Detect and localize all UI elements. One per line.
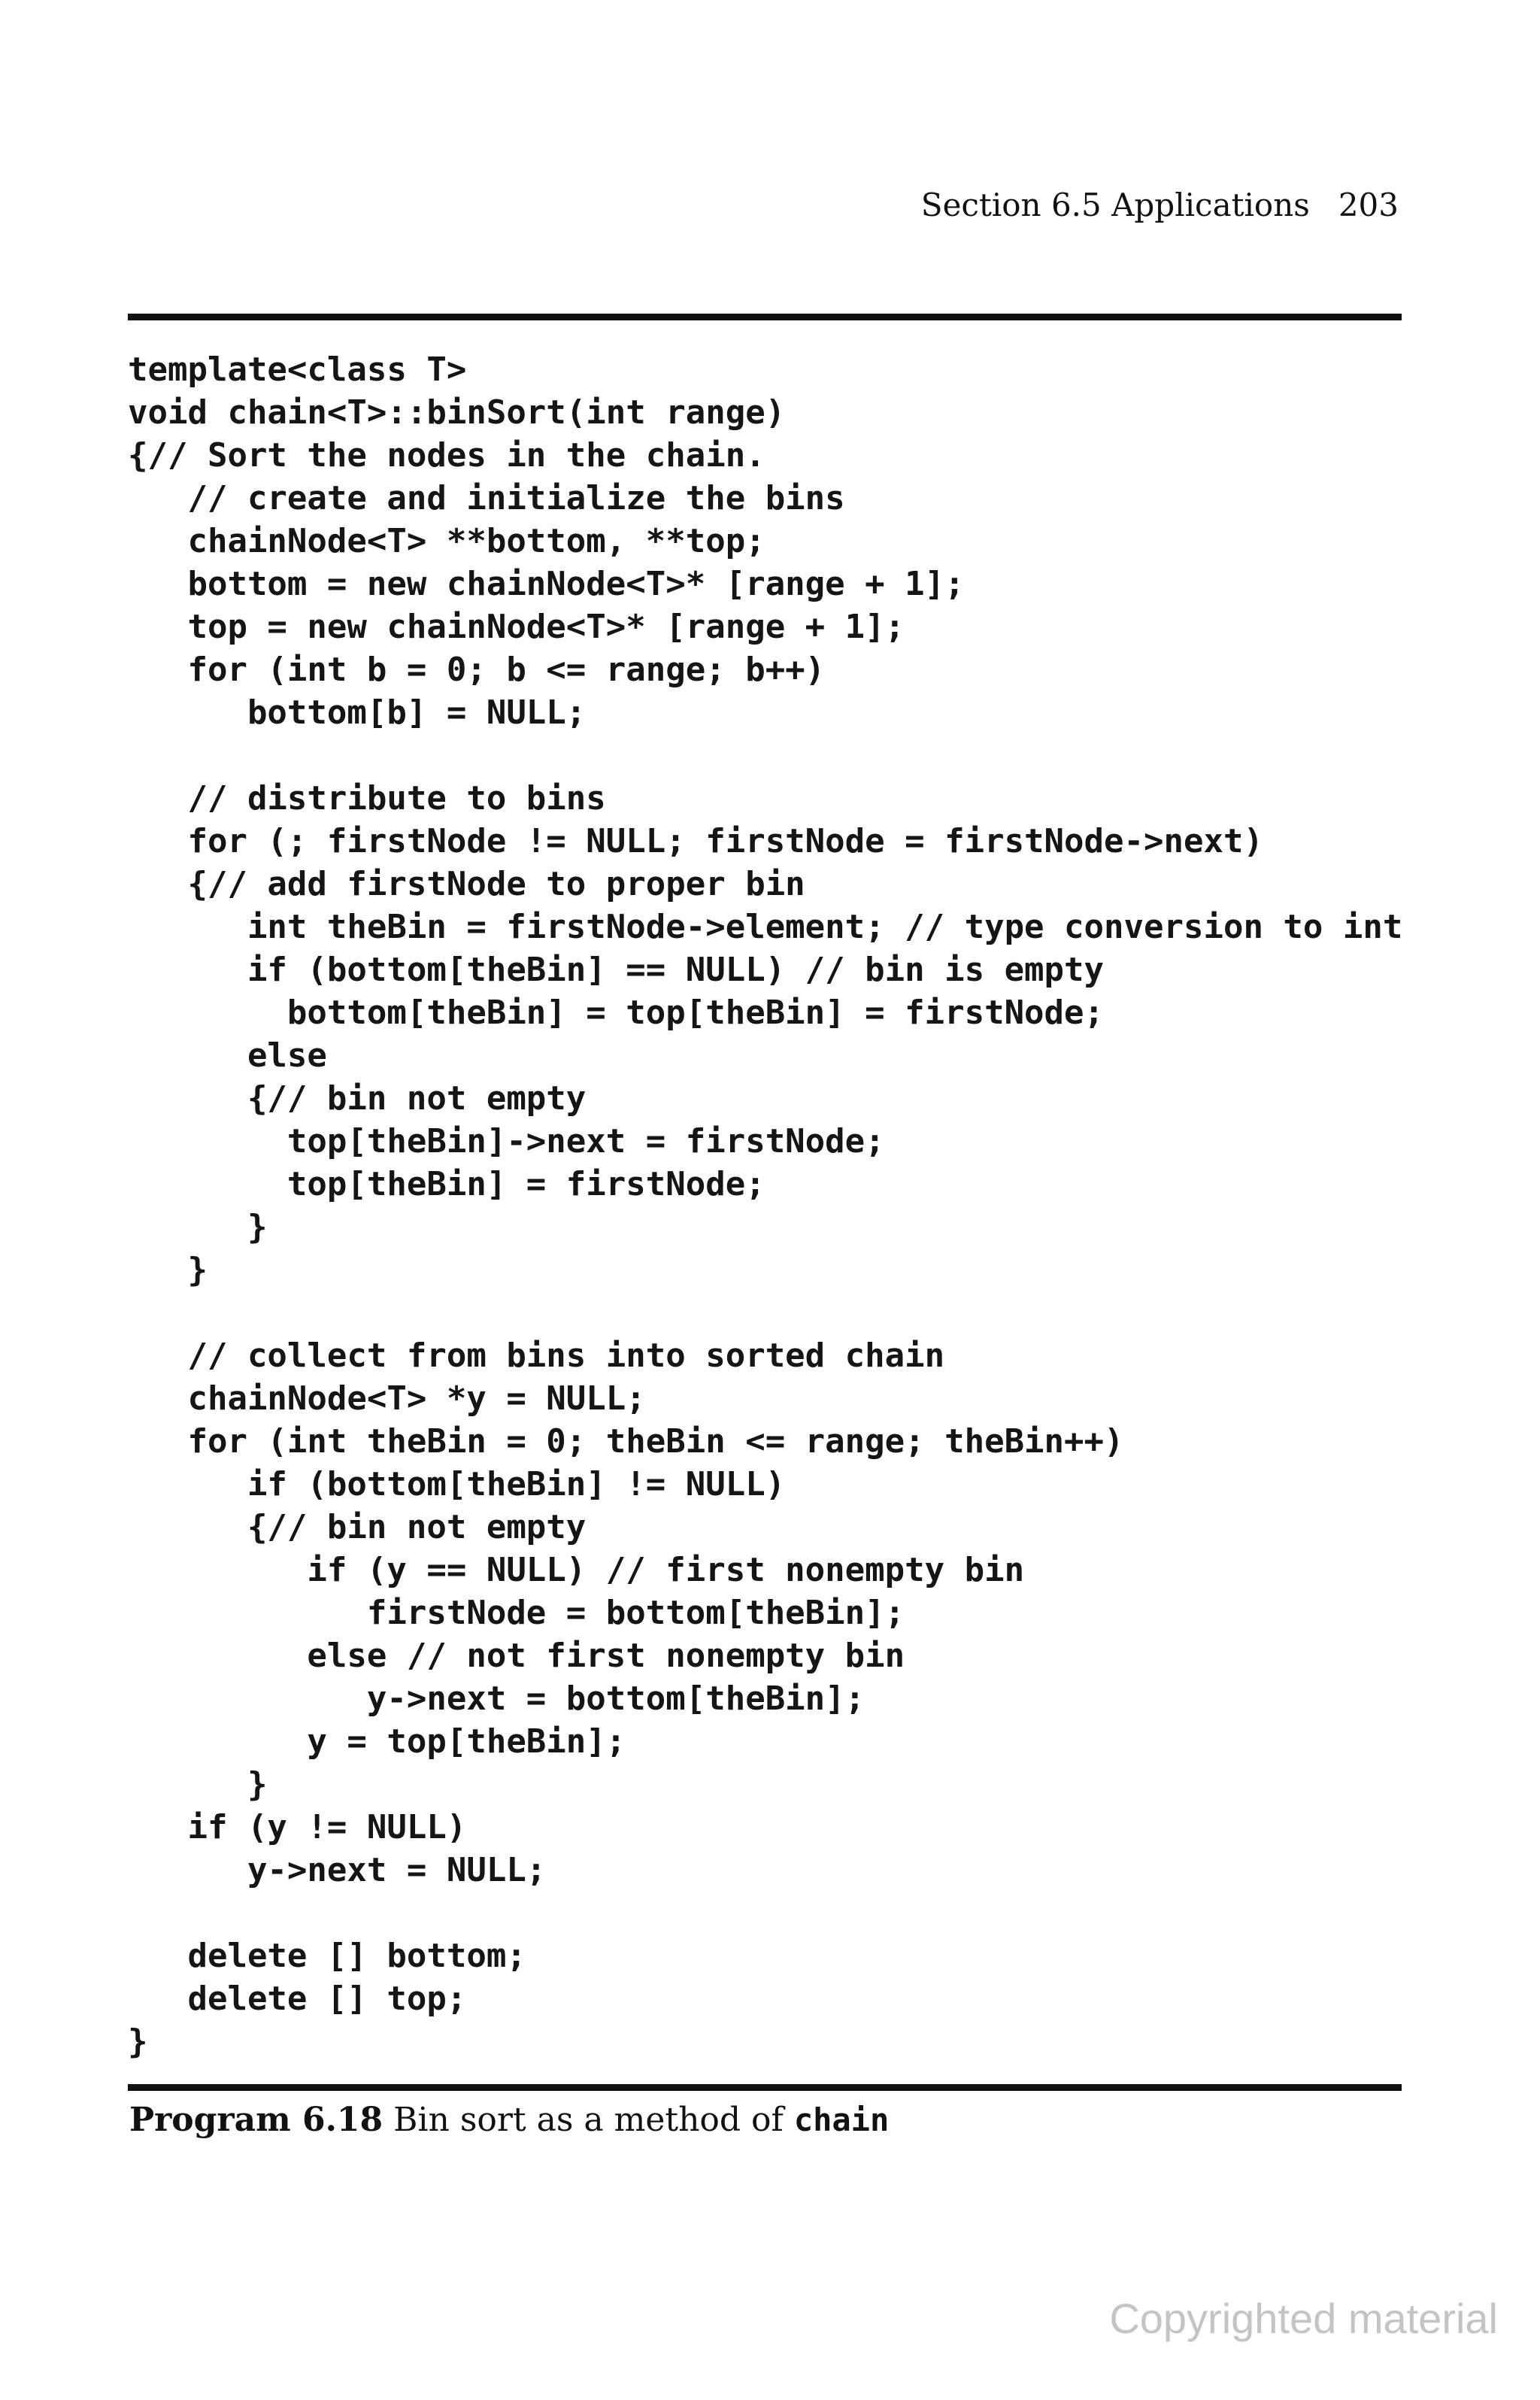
code-line: delete [] top; xyxy=(128,1980,467,2018)
code-line: void chain<T>::binSort(int range) xyxy=(128,393,786,432)
caption-label: Program 6.18 xyxy=(129,2101,383,2139)
code-line: top[theBin] = firstNode; xyxy=(128,1165,765,1203)
code-line: for (; firstNode != NULL; firstNode = firstNode->next) xyxy=(128,822,1263,860)
caption-text: Bin sort as a method of xyxy=(383,2101,794,2139)
code-line: top[theBin]->next = firstNode; xyxy=(128,1122,885,1161)
code-line: else // not first nonempty bin xyxy=(128,1637,905,1675)
code-line: {// Sort the nodes in the chain. xyxy=(128,436,765,475)
code-line: // distribute to bins xyxy=(128,779,606,818)
code-line xyxy=(128,734,1402,777)
code-listing xyxy=(128,348,1402,2063)
code-line: bottom[theBin] = top[theBin] = firstNode; xyxy=(128,994,1105,1032)
code-line xyxy=(128,1291,1402,1334)
running-head-section: Section 6.5 Applications xyxy=(920,187,1310,223)
program-caption xyxy=(129,2101,889,2139)
code-line: top = new chainNode<T>* [range + 1]; xyxy=(128,608,905,646)
code-line: if (y != NULL) xyxy=(128,1808,467,1846)
top-rule xyxy=(128,314,1402,320)
code-line: bottom = new chainNode<T>* [range + 1]; xyxy=(128,565,965,603)
code-line xyxy=(128,1892,1402,1934)
code-line: chainNode<T> **bottom, **top; xyxy=(128,522,765,560)
code-line: for (int b = 0; b <= range; b++) xyxy=(128,651,826,689)
caption-code: chain xyxy=(793,2101,890,2138)
code-line: delete [] bottom; xyxy=(128,1937,526,1975)
code-line: {// bin not empty xyxy=(128,1508,587,1546)
copyright-watermark: Copyrighted material xyxy=(1109,2295,1498,2342)
code-line: bottom[b] = NULL; xyxy=(128,693,587,732)
code-line: y = top[theBin]; xyxy=(128,1722,626,1761)
code-line: template<class T> xyxy=(128,350,467,389)
code-line: int theBin = firstNode->element; // type conversion to int xyxy=(128,908,1403,946)
code-line: // create and initialize the bins xyxy=(128,479,845,517)
code-line: } xyxy=(128,1208,268,1246)
code-line: for (int theBin = 0; theBin <= range; theBin++) xyxy=(128,1422,1124,1461)
code-line: // collect from bins into sorted chain xyxy=(128,1337,945,1375)
page-number: 203 xyxy=(1338,187,1399,223)
code-line: if (y == NULL) // first nonempty bin xyxy=(128,1551,1025,1589)
page-header xyxy=(921,187,1399,223)
bottom-rule xyxy=(128,2084,1402,2091)
code-line: firstNode = bottom[theBin]; xyxy=(128,1594,905,1632)
code-line: if (bottom[theBin] == NULL) // bin is empty xyxy=(128,951,1105,989)
code-line: y->next = NULL; xyxy=(128,1851,547,1889)
code-line: } xyxy=(128,2022,148,2061)
code-line: chainNode<T> *y = NULL; xyxy=(128,1379,646,1418)
code-line: y->next = bottom[theBin]; xyxy=(128,1679,865,1718)
code-line: } xyxy=(128,1251,208,1289)
code-line: else xyxy=(128,1036,327,1075)
code-line: {// add firstNode to proper bin xyxy=(128,865,805,903)
code-line: if (bottom[theBin] != NULL) xyxy=(128,1465,786,1503)
code-line: {// bin not empty xyxy=(128,1079,587,1118)
code-line: } xyxy=(128,1765,268,1804)
